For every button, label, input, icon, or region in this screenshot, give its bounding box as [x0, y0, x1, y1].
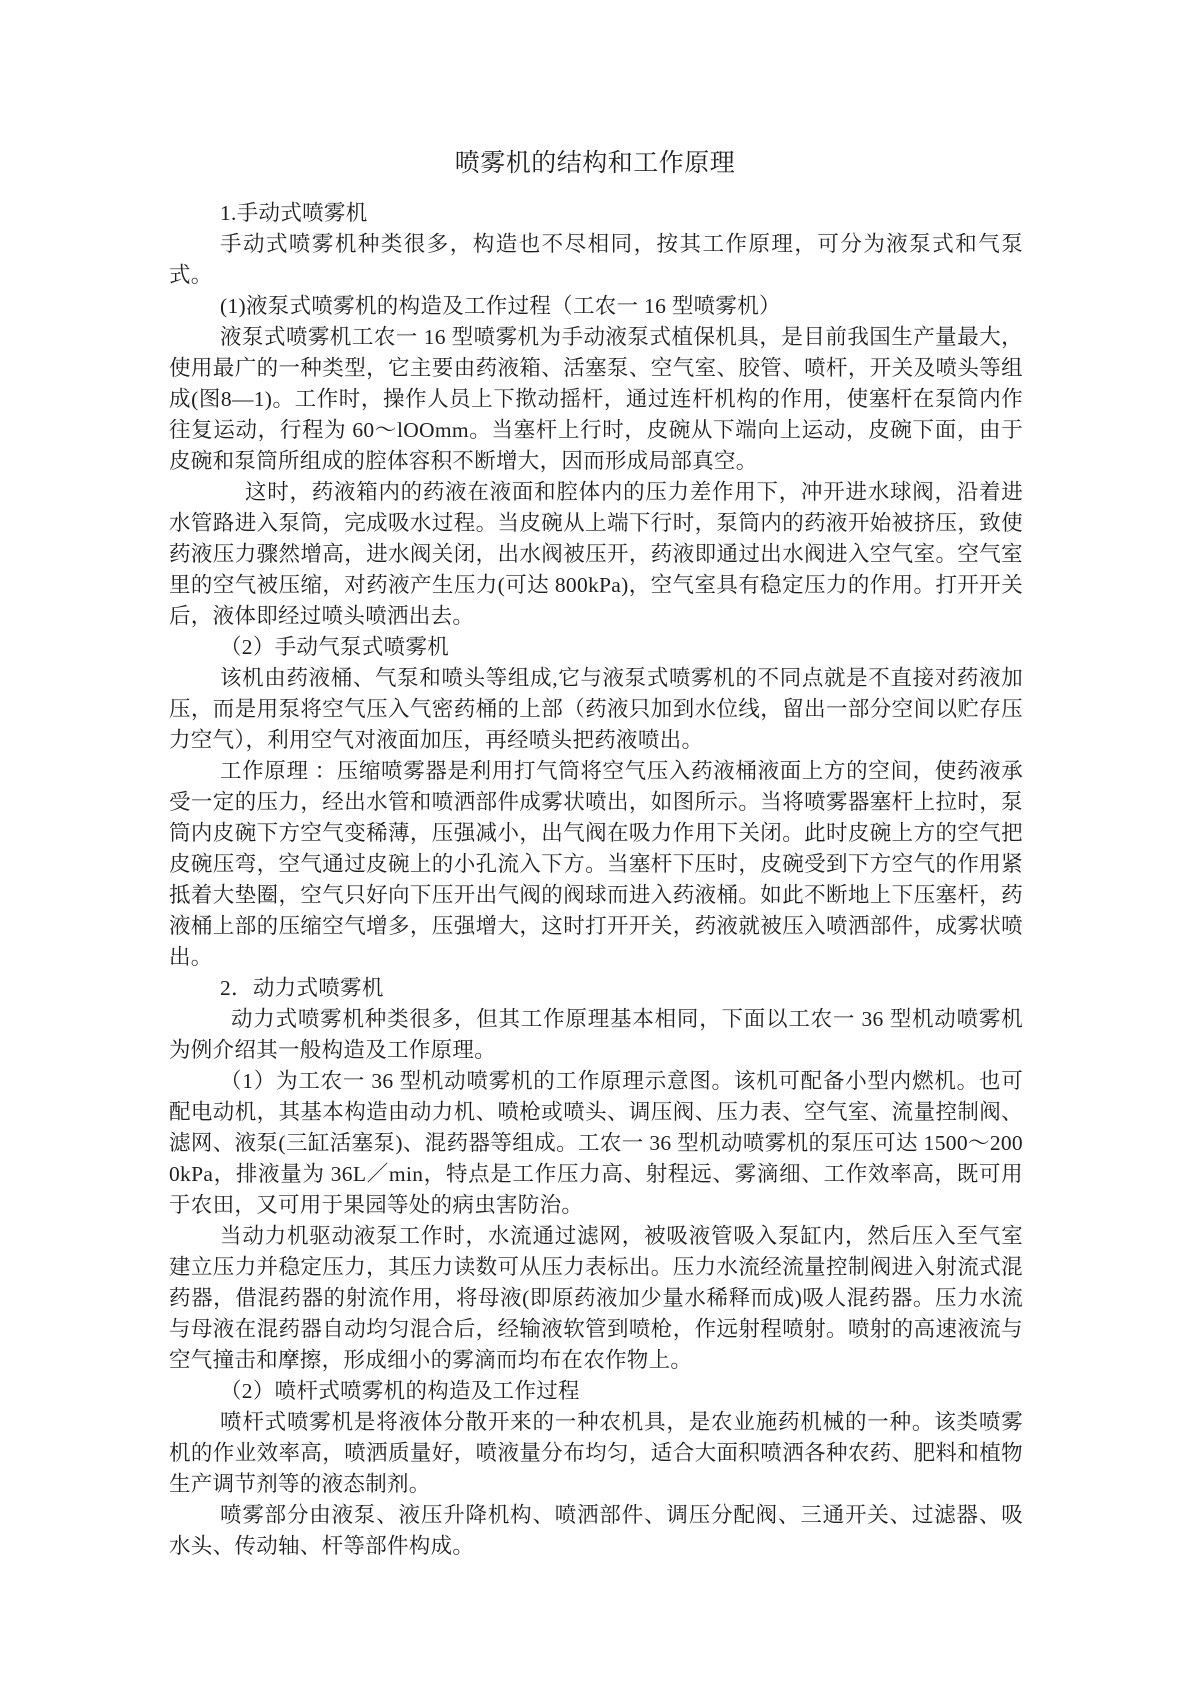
paragraph-powered-sprayer-intro: 动力式喷雾机种类很多，但其工作原理基本相同，下面以工农一 36 型机动喷雾机为例介绍其一般构造及工作原理。: [169, 1007, 1023, 1062]
subheading-hand-air-pump-sprayer: （2）手动气泵式喷雾机: [220, 635, 450, 659]
paragraph-suction-process: 这时，药液箱内的药液在液面和腔体内的压力差作用下，冲开进水球阀，沿着进水管路进入泵筒，完成吸水过程。当皮碗从上端下行时，泵筒内的药液开始被挤压，致使药液压力骤然增高，进水阀关闭，出水阀被压开，药液即通过出水阀进入空气室。空气室里的空气被压缩，对药液产生压力(可达 800kPa)，空气室具有稳定压力的作用。打开开关后，液体即经过喷头喷洒出去。: [169, 480, 1023, 628]
section-heading-manual-sprayer: 1.手动式喷雾机: [220, 201, 368, 225]
section-heading-powered-sprayer: 2．动力式喷雾机: [220, 976, 384, 1000]
paragraph-liquid-pump-structure: 液泵式喷雾机工农一 16 型喷雾机为手动液泵式植保机具，是目前我国生产量最大，使用最广的一种类型，它主要由药液箱、活塞泵、空气室、胶管、喷杆，开关及喷头等组成(图8—1)。工作时，操作人员上下揿动摇杆，通过连杆机构的作用，使塞杆在泵筒内作往复运动，行程为 60～lOOmm。当塞杆上行时，皮碗从下端向上运动，皮碗下面，由于皮碗和泵筒所组成的腔体容积不断增大，因而形成局部真空。: [169, 325, 1023, 473]
paragraph-boom-sprayer-intro: 喷杆式喷雾机是将液体分散开来的一种农机具，是农业施药机械的一种。该类喷雾机的作业效率高，喷洒质量好，喷液量分布均匀，适合大面积喷洒各种农药、肥料和植物生产调节剂等的液态制剂。: [169, 1410, 1023, 1496]
paragraph-manual-sprayer-intro: 手动式喷雾机种类很多，构造也不尽相同，按其工作原理，可分为液泵式和气泵式。: [169, 232, 1023, 287]
subheading-liquid-pump-sprayer: (1)液泵式喷雾机的构造及工作过程（工农一 16 型喷雾机）: [220, 294, 781, 318]
document-body: [169, 198, 1023, 1562]
paragraph-spray-components: 喷雾部分由液泵、液压升降机构、喷洒部件、调压分配阀、三通开关、过滤器、吸水头、传动轴、杆等部件构成。: [169, 1503, 1023, 1558]
subheading-boom-sprayer: （2）喷杆式喷雾机的构造及工作过程: [220, 1379, 580, 1403]
paragraph-powered-working-process: 当动力机驱动液泵工作时，水流通过滤网，被吸液管吸入泵缸内，然后压入至气室建立压力并稳定压力，其压力读数可从压力表标出。压力水流经流量控制阀进入射流式混药器，借混药器的射流作用，将母液(即原药液加少量水稀释而成)吸人混药器。压力水流与母液在混药器自动均匀混合后，经输液软管到喷枪，作远射程喷射。喷射的高速液流与空气撞击和摩擦，形成细小的雾滴而均布在农作物上。: [169, 1224, 1023, 1372]
paragraph-air-pump-structure: 该机由药液桶、气泵和喷头等组成,它与液泵式喷雾机的不同点就是不直接对药液加压，而是用泵将空气压入气密药桶的上部（药液只加到水位线，留出一部分空间以贮存压力空气），利用空气对液面加压，再经喷头把药液喷出。: [169, 666, 1023, 752]
document-title: 喷雾机的结构和工作原理: [454, 150, 736, 177]
paragraph-gongnong36-structure: （1）为工农一 36 型机动喷雾机的工作原理示意图。该机可配备小型内燃机。也可配电动机，其基本构造由动力机、喷枪或喷头、调压阀、压力表、空气室、流量控制阀、滤网、液泵(三缸活塞泵)、混药器等组成。工农一 36 型机动喷雾机的泵压可达 1500～2000kPa，排液量为 36L／min，特点是工作压力高、射程远、雾滴细、工作效率高，既可用于农田，又可用于果园等处的病虫害防治。: [169, 1069, 1023, 1217]
paragraph-working-principle: 工作原理 ：压缩喷雾器是利用打气筒将空气压入药液桶液面上方的空间，使药液承受一定的压力，经出水管和喷洒部件成雾状喷出，如图所示。当将喷雾器塞杆上拉时，泵筒内皮碗下方空气变稀薄，压强减小，出气阀在吸力作用下关闭。此时皮碗上方的空气把皮碗压弯，空气通过皮碗上的小孔流入下方。当塞杆下压时，皮碗受到下方空气的作用紧抵着大垫圈，空气只好向下压开出气阀的阀球而进入药液桶。如此不断地上下压塞杆，药液桶上部的压缩空气增多，压强增大，这时打开开关，药液就被压入喷洒部件，成雾状喷出。: [169, 759, 1023, 969]
